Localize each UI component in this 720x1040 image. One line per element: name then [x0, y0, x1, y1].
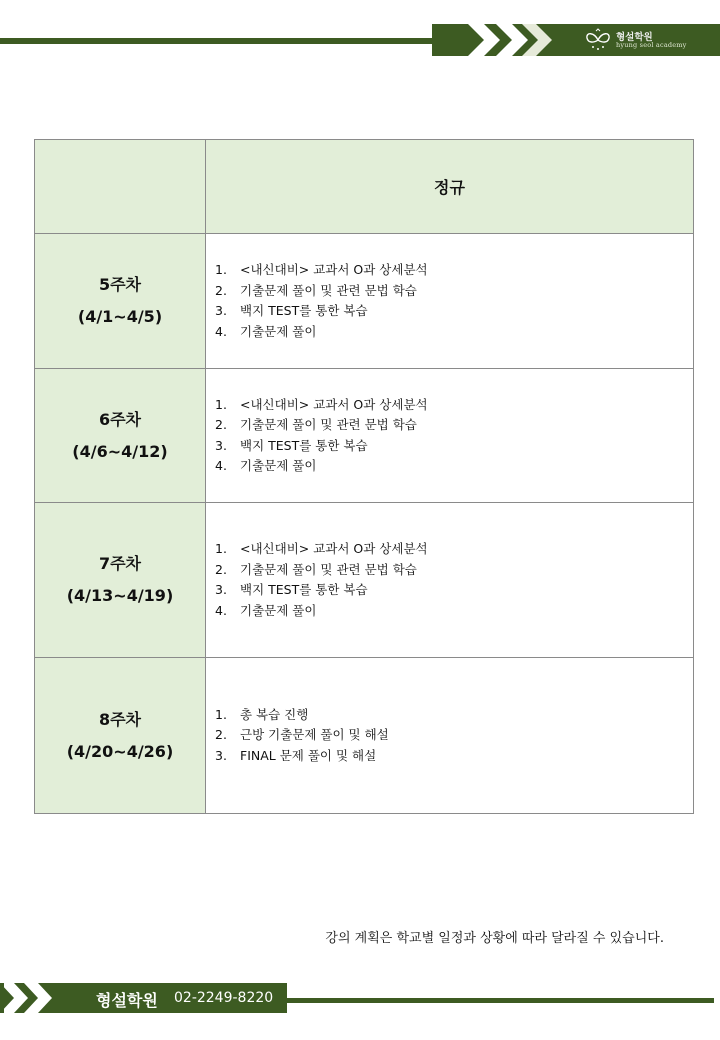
item-number: 4.: [215, 458, 227, 473]
week-label: 8주차: [98, 709, 142, 729]
week-range: (4/6~4/12): [72, 441, 168, 461]
week-range: (4/13~4/19): [66, 586, 174, 605]
chevrons-icon: [462, 24, 562, 56]
table-row: [35, 234, 694, 369]
footer-rule: [287, 998, 714, 1003]
item-number: 1.: [215, 262, 227, 277]
item-number: 4.: [215, 602, 227, 618]
list-item: [215, 560, 693, 581]
list-item: [215, 260, 693, 281]
schedule-note: 강의 계획은 학교별 일정과 상황에 따라 달라질 수 있습니다.: [325, 931, 664, 946]
list-item: [215, 281, 693, 302]
item-text: 백지 TEST를 통한 복습: [240, 582, 368, 597]
item-number: 2.: [215, 417, 227, 432]
week-label: 6주차: [98, 409, 142, 429]
item-number: 2.: [215, 561, 227, 577]
week-range: (4/20~4/26): [66, 741, 174, 761]
week-cell: [35, 658, 206, 814]
item-number: 1.: [215, 706, 227, 722]
list-item: [215, 601, 693, 622]
logo-subtitle: hyung seol academy: [616, 41, 687, 49]
week-label: 7주차: [98, 554, 142, 573]
item-number: 1.: [215, 541, 227, 556]
item-text: 기출문제 풀이: [240, 602, 317, 618]
list-item: [215, 322, 693, 343]
schedule-table: [34, 139, 694, 814]
list-item: [215, 456, 693, 477]
table-row: [35, 503, 694, 658]
week-range: (4/1~4/5): [77, 307, 163, 326]
item-text: 총 복습 진행: [240, 706, 309, 722]
header-left-cell: [35, 140, 206, 234]
list-item: [215, 539, 693, 560]
week-label: 5주차: [98, 275, 142, 294]
footer-chevrons-icon: [0, 983, 80, 1013]
tasks-cell: [206, 503, 694, 658]
task-list: [206, 395, 693, 477]
footer-brand-name: 형설학원: [96, 991, 158, 1010]
item-number: 3.: [215, 437, 227, 453]
list-item: [215, 395, 693, 416]
item-text: 기출문제 풀이: [240, 323, 317, 339]
list-item: [215, 301, 693, 322]
item-number: 3.: [215, 582, 227, 597]
item-text: 기출문제 풀이 및 관련 문법 학습: [240, 282, 417, 298]
table-row: [35, 369, 694, 503]
logo-mark-icon: [584, 28, 612, 52]
week-cell: [35, 234, 206, 369]
item-text: 근방 기출문제 풀이 및 해설: [240, 727, 389, 743]
item-text: 기출문제 풀이 및 관련 문법 학습: [240, 561, 417, 577]
logo-name: 형설학원: [616, 32, 653, 43]
header-title-cell: 정규: [206, 140, 694, 234]
list-item: [215, 725, 693, 746]
item-number: 1.: [215, 396, 227, 412]
week-cell: [35, 369, 206, 503]
item-number: 4.: [215, 323, 227, 339]
table-header-row: [35, 140, 694, 234]
header-rule: [0, 38, 440, 44]
item-text: <내신대비> 교과서 O과 상세분석: [240, 396, 428, 412]
list-item: [215, 580, 693, 601]
list-item: [215, 705, 693, 726]
item-text: 기출문제 풀이 및 관련 문법 학습: [240, 417, 417, 432]
item-text: <내신대비> 교과서 O과 상세분석: [240, 541, 428, 556]
table-row: [35, 658, 694, 814]
item-text: 기출문제 풀이: [240, 458, 317, 473]
tasks-cell: [206, 658, 694, 814]
list-item: [215, 436, 693, 457]
item-text: 백지 TEST를 통한 복습: [240, 303, 368, 318]
tasks-cell: [206, 234, 694, 369]
item-number: 3.: [215, 303, 227, 318]
item-number: 2.: [215, 282, 227, 298]
list-item: [215, 415, 693, 436]
item-text: <내신대비> 교과서 O과 상세분석: [240, 262, 428, 277]
item-text: FINAL 문제 풀이 및 해설: [240, 747, 377, 763]
task-list: [206, 260, 693, 342]
task-list: [206, 539, 693, 621]
tasks-cell: [206, 369, 694, 503]
brand-logo: [584, 28, 714, 52]
item-number: 2.: [215, 727, 227, 743]
item-text: 백지 TEST를 통한 복습: [240, 437, 368, 453]
task-list: [206, 705, 693, 767]
footer-phone: 02-2249-8220: [174, 990, 274, 1006]
list-item: [215, 746, 693, 767]
week-cell: [35, 503, 206, 658]
item-number: 3.: [215, 747, 227, 763]
